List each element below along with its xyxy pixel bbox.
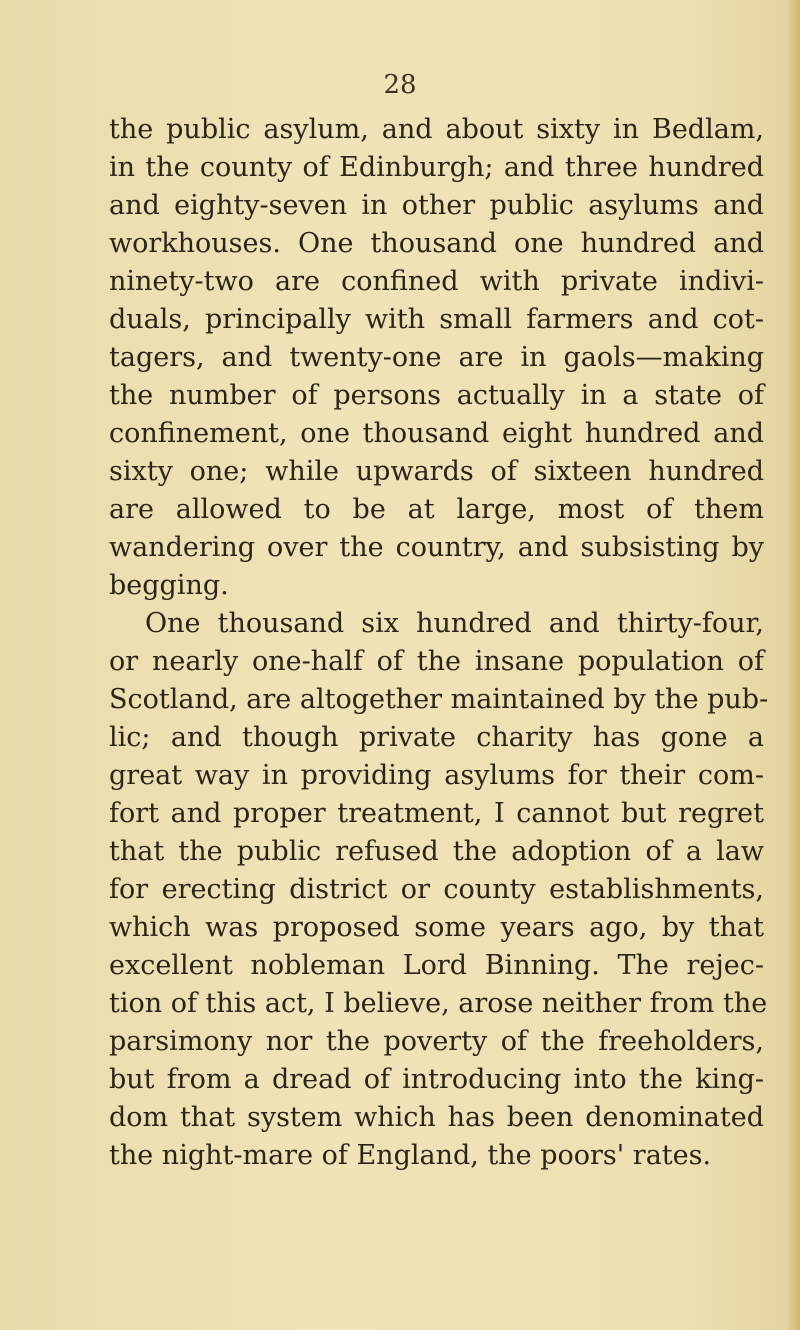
text-line: and eighty-seven in other public asylums and — [109, 190, 764, 221]
text-line: duals, principally with small farmers and cot- — [109, 304, 764, 335]
text-line: Scotland, are altogether maintained by the pub- — [109, 684, 769, 715]
page-edge — [786, 0, 800, 1330]
text-line: ninety-two are confined with private indivi- — [109, 266, 764, 297]
text-line: or nearly one-half of the insane population of — [109, 646, 764, 677]
text-line: are allowed to be at large, most of them — [109, 494, 764, 525]
text-line: sixty one; while upwards of sixteen hundred — [109, 456, 764, 487]
text-line: the public asylum, and about sixty in Bedlam, — [109, 114, 764, 145]
text-line: confinement, one thousand eight hundred and — [109, 418, 764, 449]
text-line: the night-mare of England, the poors' rates. — [109, 1140, 712, 1171]
text-line: which was proposed some years ago, by that — [109, 912, 764, 943]
text-line: wandering over the country, and subsisting by — [109, 532, 764, 563]
text-line: One thousand six hundred and thirty-four, — [145, 608, 764, 639]
text-line: the number of persons actually in a state of — [109, 380, 764, 411]
text-line: but from a dread of introducing into the king- — [109, 1064, 764, 1095]
text-line: great way in providing asylums for their com- — [109, 760, 764, 791]
text-line: excellent nobleman Lord Binning. The rejec- — [109, 950, 764, 981]
text-line: begging. — [109, 570, 229, 601]
text-line: parsimony nor the poverty of the freeholders, — [109, 1026, 764, 1057]
text-line: dom that system which has been denominated — [109, 1102, 764, 1133]
page-number: 28 — [383, 70, 417, 100]
text-line: for erecting district or county establishments, — [109, 874, 764, 905]
text-line: workhouses. One thousand one hundred and — [109, 228, 764, 259]
text-line: lic; and though private charity has gone a — [109, 722, 764, 753]
text-line: in the county of Edinburgh; and three hundred — [109, 152, 764, 183]
text-line: tion of this act, I believe, arose neither from the — [109, 988, 768, 1019]
text-line: that the public refused the adoption of a law — [109, 836, 764, 867]
text-line: fort and proper treatment, I cannot but regret — [109, 798, 764, 829]
text-line: tagers, and twenty-one are in gaols—making — [109, 342, 764, 373]
